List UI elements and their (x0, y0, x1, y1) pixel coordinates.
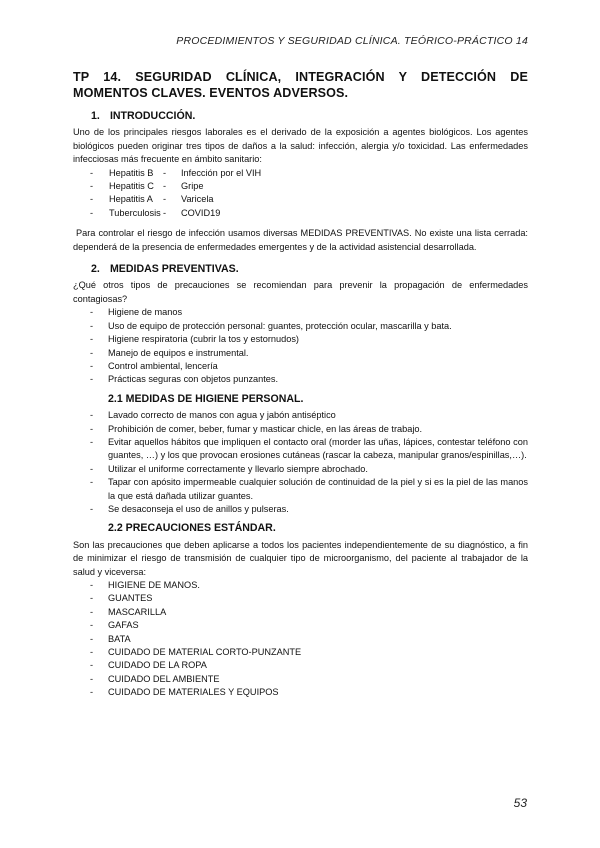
disease-name: Hepatitis A (109, 194, 153, 205)
section-heading-medidas-preventivas (91, 263, 528, 276)
list-item: - CUIDADO DE MATERIALES Y EQUIPOS (73, 686, 528, 699)
list-item: - Control ambiental, lencería (73, 360, 528, 373)
list-item: - CUIDADO DEL AMBIENTE (73, 673, 528, 686)
list-item: - Manejo de equipos e instrumental. (73, 347, 528, 360)
list-item: - Hepatitis A - Varicela (73, 193, 261, 206)
page-content (73, 70, 528, 700)
section-title: MEDIDAS PREVENTIVAS. (109, 263, 239, 276)
list-item: - Prácticas seguras con objetos punzantes. (73, 373, 528, 386)
preventive-question: ¿Qué otros tipos de precauciones se recomiendan para prevenir la propagación de enfermedades contagiosas? (73, 280, 528, 304)
page-number: 53 (513, 796, 527, 810)
hygiene-list (73, 409, 528, 516)
list-item: - BATA (73, 633, 528, 646)
section-heading-introduccion (91, 110, 528, 123)
diseases-list (73, 167, 261, 221)
list-item: - Utilizar el uniforme correctamente y llevarlo siempre abrochado. (73, 463, 528, 476)
list-item: - HIGIENE DE MANOS. (73, 579, 528, 592)
section-title: INTRODUCCIÓN. (109, 110, 196, 122)
disease-name: Hepatitis C (109, 181, 154, 192)
intro-paragraph: Uno de los principales riesgos laborales es el derivado de la exposición a agentes biológicos. Los agentes biológicos pueden originar tres tipos de daños a la salud: infección, alergia y/o toxicidad. Las enfermedades infecciosas más frecuente en ámbito sanitario: (73, 127, 528, 165)
disease-name: Gripe (181, 181, 204, 192)
list-item: - CUIDADO DE MATERIAL CORTO-PUNZANTE (73, 646, 528, 659)
list-item: - Higiene respiratoria (cubrir la tos y estornudos) (73, 333, 528, 346)
section-number: 1. (91, 110, 100, 122)
list-item: - Hepatitis B - Infección por el VIH (73, 167, 261, 180)
disease-name: Varicela (181, 194, 214, 205)
section-number: 2. (91, 263, 100, 276)
list-item: - Tuberculosis - COVID19 (73, 207, 261, 220)
intro-closing-paragraph: Para controlar el riesgo de infección usamos diversas MEDIDAS PREVENTIVAS. No existe una lista cerrada: dependerá de la presencia de enfermedades emergentes y de la actividad asistencial desarrollada. (73, 228, 528, 252)
list-item: - Tapar con apósito impermeable cualquier solución de continuidad de la piel y si es la piel de las manos la que está dañada utilizar guantes. (73, 476, 528, 503)
disease-name: Tuberculosis (109, 207, 161, 218)
list-item: - Prohibición de comer, beber, fumar y masticar chicle, en las áreas de trabajo. (73, 423, 528, 436)
list-item: - Lavado correcto de manos con agua y jabón antiséptico (73, 409, 528, 422)
list-item: - GUANTES (73, 592, 528, 605)
list-item: - MASCARILLA (73, 606, 528, 619)
standard-paragraph: Son las precauciones que deben aplicarse a todos los pacientes independientemente de su diagnóstico, a fin de minimizar el riesgo de transmisión de cualquier tipo de microorganismo, del paciente al trabajador de la salud y viceversa: (73, 539, 528, 577)
list-item: - GAFAS (73, 619, 528, 632)
standard-list (73, 579, 528, 700)
list-item: - Se desaconseja el uso de anillos y pulseras. (73, 503, 528, 516)
list-item: - Hepatitis C - Gripe (73, 180, 261, 193)
disease-name: Infección por el VIH (181, 167, 262, 178)
list-item: - Evitar aquellos hábitos que impliquen el contacto oral (morder las uñas, lápices, contestar teléfono con guantes, …) y los que provocan erosiones cutáneas (rascar la cabeza, manipular granos/espinillas,…). (73, 436, 528, 463)
disease-name: COVID19 (181, 207, 221, 218)
running-header: PROCEDIMIENTOS Y SEGURIDAD CLÍNICA. TEÓRICO-PRÁCTICO 14 (176, 35, 528, 47)
subsection-heading-precauciones-estandar: 2.2 PRECAUCIONES ESTÁNDAR. (108, 522, 276, 535)
document-title: TP 14. SEGURIDAD CLÍNICA, INTEGRACIÓN Y DETECCIÓN DE MOMENTOS CLAVES. EVENTOS ADVERSOS. (73, 70, 528, 100)
preventive-list (73, 306, 528, 386)
list-item: - CUIDADO DE LA ROPA (73, 659, 528, 672)
list-item: - Uso de equipo de protección personal: guantes, protección ocular, mascarilla y bata. (73, 320, 528, 333)
disease-name: Hepatitis B (109, 167, 154, 178)
subsection-heading-higiene-personal: 2.1 MEDIDAS DE HIGIENE PERSONAL. (108, 392, 304, 405)
list-item: - Higiene de manos (73, 306, 528, 319)
